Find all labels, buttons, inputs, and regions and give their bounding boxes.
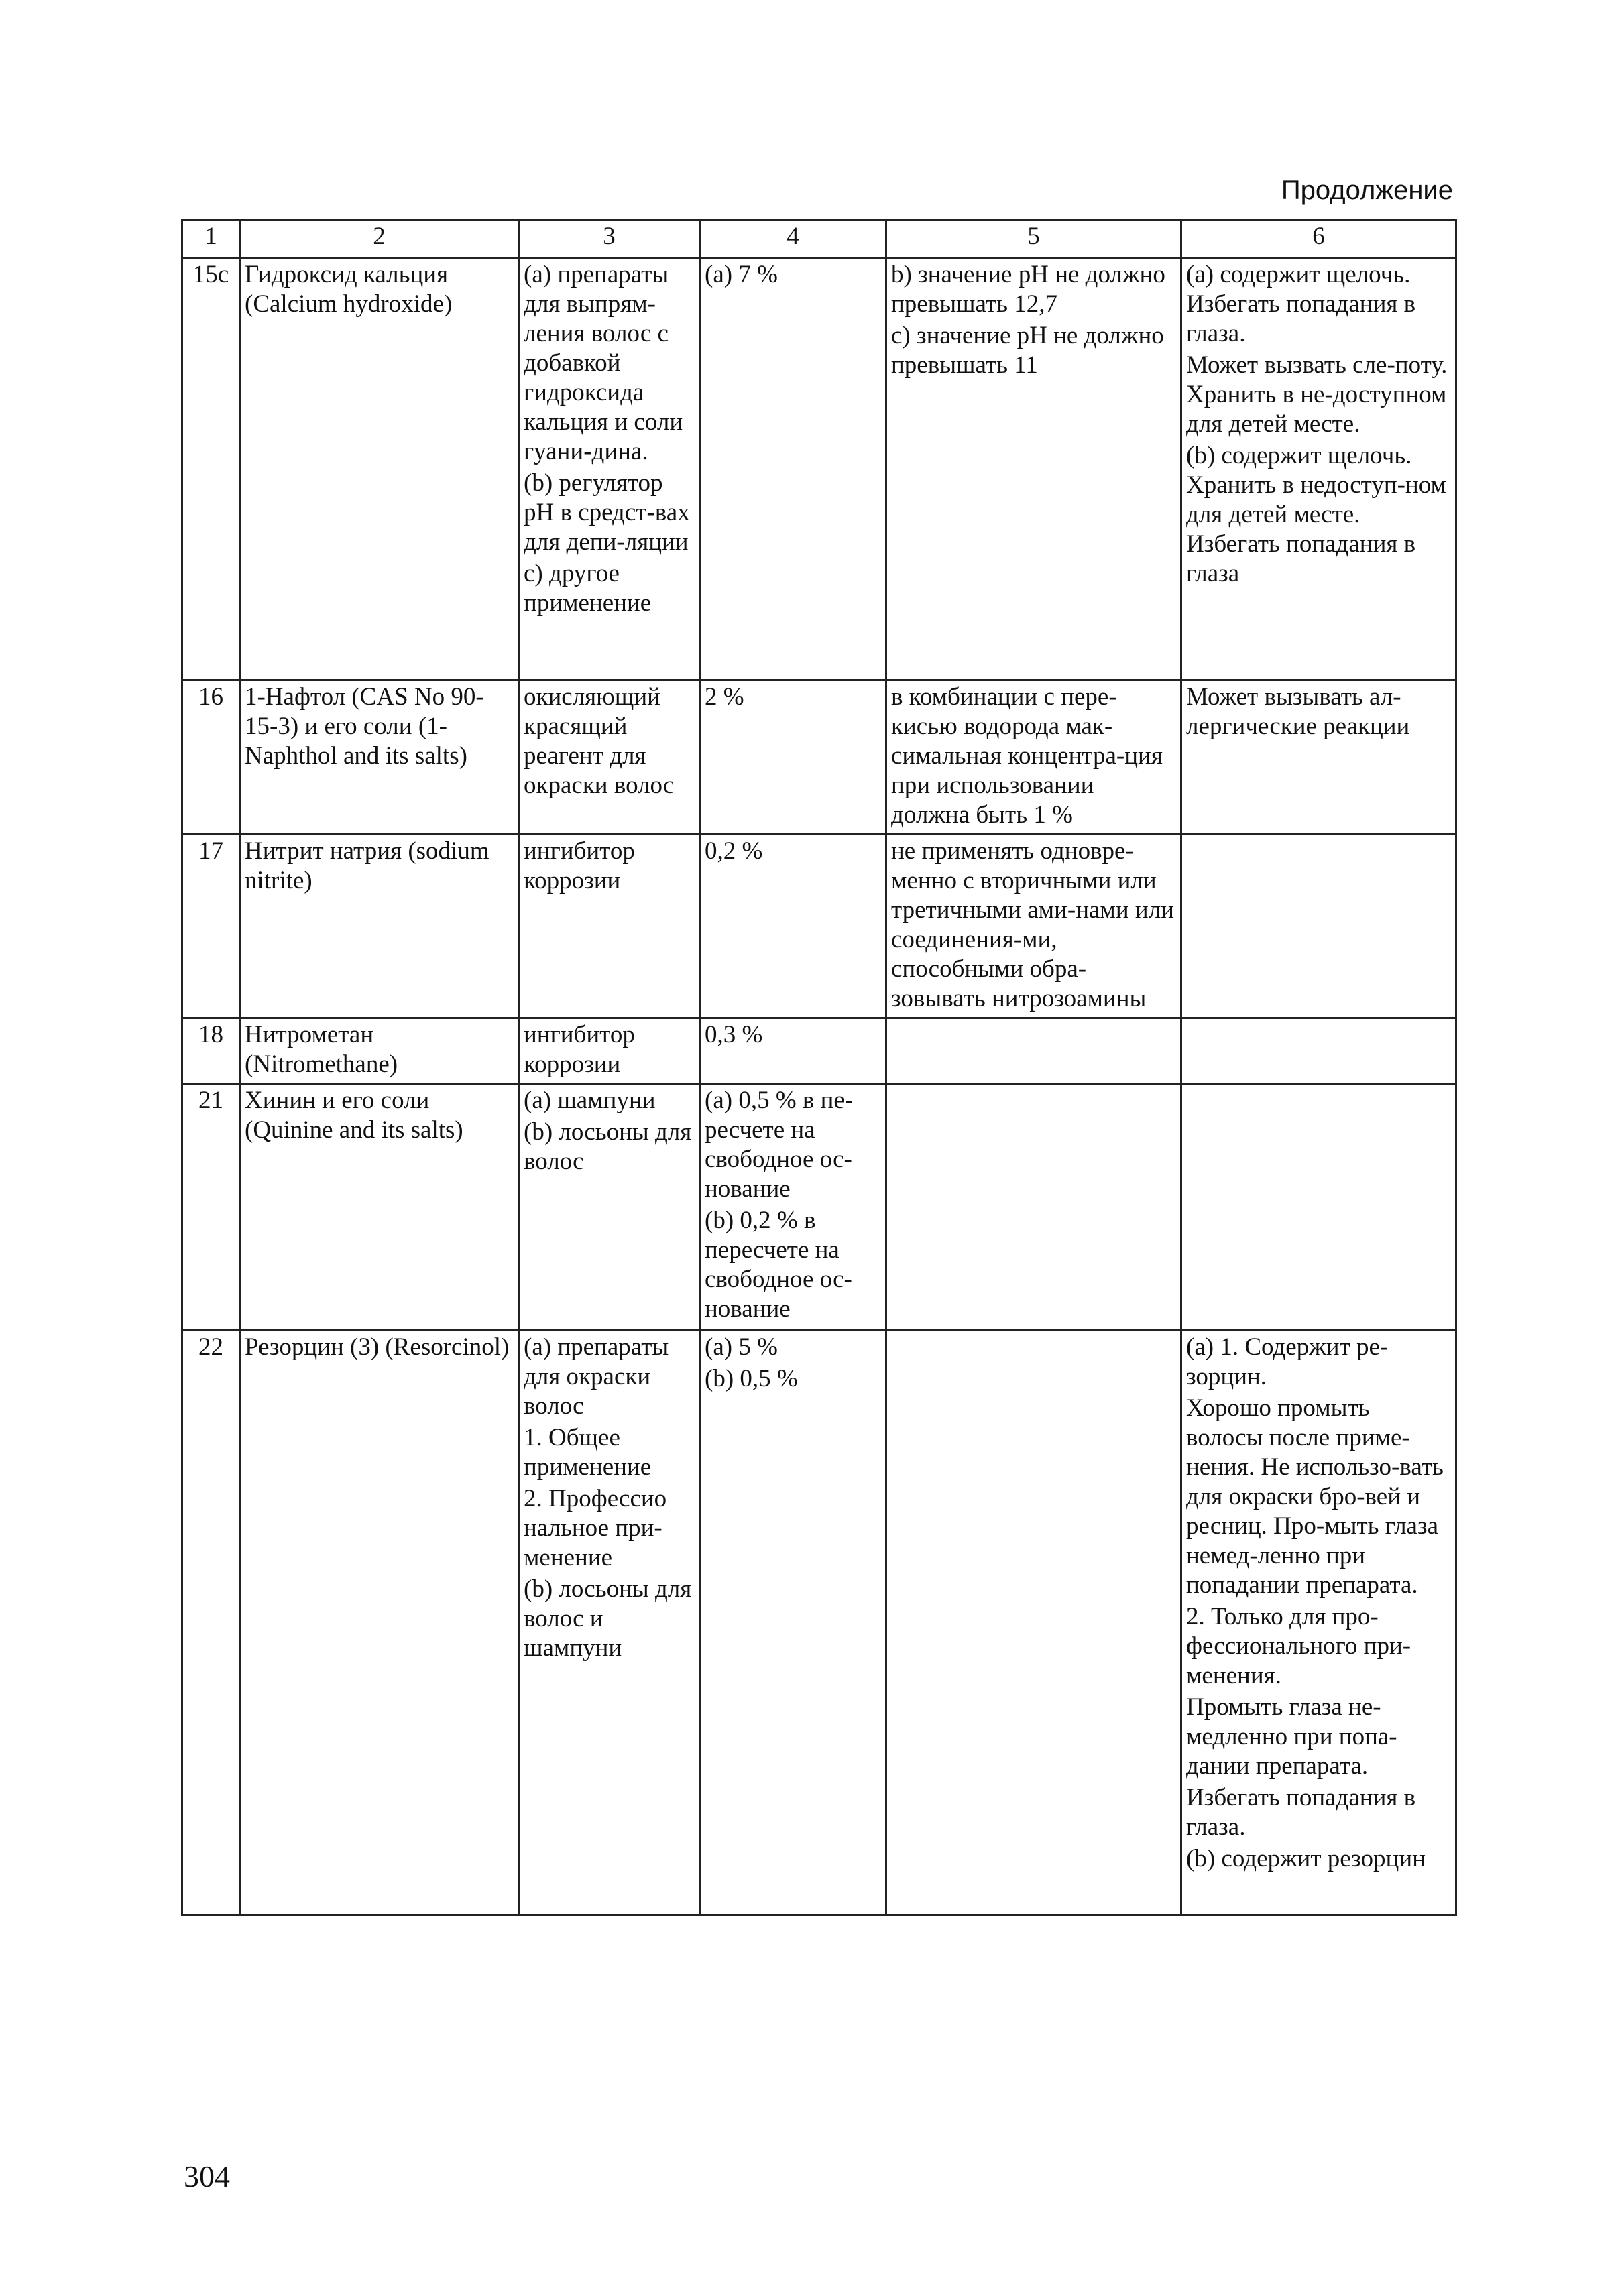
column-header: 1	[182, 220, 240, 258]
cell-paragraph: (a) 1. Содержит ре-зорцин.	[1186, 1333, 1389, 1390]
cell-paragraph: (a) препараты для выпрям-ления волос с добавкой гидроксида кальция и соли гуани-дина.	[524, 261, 683, 465]
table-row	[182, 835, 1456, 1018]
conditions-cell	[886, 1018, 1181, 1084]
concentration-cell	[700, 1331, 886, 1915]
cell-paragraph: ингибитор коррозии	[524, 837, 635, 894]
cell-paragraph: окисляющий красящий реагент для окраски волос	[524, 683, 675, 799]
cell-paragraph: (a) препараты для окраски волос	[524, 1333, 669, 1420]
cell-paragraph: Может вызвать сле-поту. Хранить в не-доступном для детей месте.	[1186, 351, 1448, 438]
column-header: 3	[519, 220, 700, 258]
ingredients-table	[181, 219, 1457, 1916]
column-header: 4	[700, 220, 886, 258]
cell-paragraph: Гидроксид кальция (Calcium hydroxide)	[245, 261, 453, 318]
cell-paragraph: (a) 5 %	[705, 1333, 778, 1361]
cell-paragraph: 1. Общее применение	[524, 1424, 652, 1481]
cell-paragraph: ингибитор коррозии	[524, 1021, 635, 1078]
cell-paragraph: (a) шампуни	[524, 1087, 656, 1114]
concentration-cell	[700, 258, 886, 680]
conditions-cell	[886, 1331, 1181, 1915]
cell-paragraph: (b) регулятор pH в средст-вах для депи-ляции	[524, 469, 690, 556]
cell-paragraph: (b) 0,5 %	[705, 1365, 798, 1392]
table-row	[182, 680, 1456, 835]
cell-paragraph: (b) содержит резорцин	[1186, 1845, 1426, 1872]
entry-number-cell: 21	[182, 1084, 240, 1331]
application-cell	[519, 1331, 700, 1915]
table-row	[182, 1018, 1456, 1084]
warnings-cell	[1181, 1018, 1456, 1084]
cell-paragraph: не применять одновре-менно с вторичными или третичными ами-нами или соединения-ми, способными обра-зовывать нитрозоамины	[891, 837, 1174, 1012]
entry-number-cell: 15c	[182, 258, 240, 680]
cell-paragraph: c) значение pH не должно превышать 11	[891, 322, 1164, 379]
warnings-cell	[1181, 1084, 1456, 1331]
page-number: 304	[184, 2159, 230, 2193]
cell-paragraph: b) значение pH не должно превышать 12,7	[891, 261, 1165, 318]
entry-number-cell: 16	[182, 680, 240, 835]
continuation-label: Продолжение	[1281, 176, 1453, 205]
cell-paragraph: Промыть глаза не-медленно при попа-дании препарата.	[1186, 1693, 1397, 1780]
cell-paragraph: Нитрит натрия (sodium nitrite)	[245, 837, 489, 894]
conditions-cell	[886, 1084, 1181, 1331]
cell-paragraph: c) другое применение	[524, 560, 652, 617]
concentration-cell	[700, 1084, 886, 1331]
cell-paragraph: (a) 0,5 % в пе-ресчете на свободное ос-нование	[705, 1087, 854, 1203]
warnings-cell	[1181, 835, 1456, 1018]
cell-paragraph: Хорошо промыть волосы после приме-нения. Не использо-вать для окраски бро-вей и ресниц. Про-мыть глаза немед-ленно при попадании препарата.	[1186, 1394, 1444, 1599]
column-header: 2	[240, 220, 519, 258]
table-row	[182, 258, 1456, 680]
cell-paragraph: в комбинации с пере-кисью водорода мак-симальная концентра-ция при использовании должна быть 1 %	[891, 683, 1163, 829]
substance-cell	[240, 835, 519, 1018]
concentration-cell	[700, 1018, 886, 1084]
cell-paragraph: Нитрометан (Nitromethane)	[245, 1021, 398, 1078]
cell-paragraph: (a) 7 %	[705, 261, 778, 288]
entry-number-cell: 18	[182, 1018, 240, 1084]
cell-paragraph: 2. Професcио нальное при-менение	[524, 1485, 667, 1571]
entry-number-cell: 17	[182, 835, 240, 1018]
cell-paragraph: Избегать попадания в глаза.	[1186, 1784, 1416, 1841]
header-row	[182, 220, 1456, 258]
cell-paragraph: Может вызывать ал-лергические реакции	[1186, 683, 1410, 740]
cell-paragraph: 0,3 %	[705, 1021, 763, 1048]
concentration-cell	[700, 835, 886, 1018]
substance-cell	[240, 680, 519, 835]
application-cell	[519, 1018, 700, 1084]
cell-paragraph: (b) 0,2 % в пересчете на свободное ос-нование	[705, 1207, 852, 1323]
cell-paragraph: Хинин и его соли (Quinine and its salts)	[245, 1087, 463, 1144]
cell-paragraph: (b) лосьоны для волос и шампуни	[524, 1575, 692, 1662]
table-row	[182, 1331, 1456, 1915]
cell-paragraph: 0,2 %	[705, 837, 763, 865]
cell-paragraph: 2. Только для про-фессионального при-менения.	[1186, 1603, 1411, 1689]
conditions-cell	[886, 835, 1181, 1018]
warnings-cell	[1181, 1331, 1456, 1915]
cell-paragraph: Резорцин (3) (Resorcinol)	[245, 1333, 510, 1361]
column-header: 6	[1181, 220, 1456, 258]
substance-cell	[240, 1331, 519, 1915]
application-cell	[519, 835, 700, 1018]
warnings-cell	[1181, 680, 1456, 835]
concentration-cell	[700, 680, 886, 835]
warnings-cell	[1181, 258, 1456, 680]
column-header: 5	[886, 220, 1181, 258]
cell-paragraph: (b) лосьоны для волос	[524, 1118, 692, 1175]
conditions-cell	[886, 258, 1181, 680]
cell-paragraph: 1-Нафтол (CAS No 90-15-3) и его соли (1-Naphthol and its salts)	[245, 683, 484, 770]
conditions-cell	[886, 680, 1181, 835]
substance-cell	[240, 258, 519, 680]
substance-cell	[240, 1084, 519, 1331]
table-body	[182, 258, 1456, 1915]
cell-paragraph: (a) содержит щелочь. Избегать попадания в глаза.	[1186, 261, 1416, 347]
application-cell	[519, 1084, 700, 1331]
table-row	[182, 1084, 1456, 1331]
application-cell	[519, 680, 700, 835]
substance-cell	[240, 1018, 519, 1084]
cell-paragraph: (b) содержит щелочь. Хранить в недоступ-ном для детей месте. Избегать попадания в глаза	[1186, 442, 1446, 587]
entry-number-cell: 22	[182, 1331, 240, 1915]
application-cell	[519, 258, 700, 680]
cell-paragraph: 2 %	[705, 683, 744, 711]
